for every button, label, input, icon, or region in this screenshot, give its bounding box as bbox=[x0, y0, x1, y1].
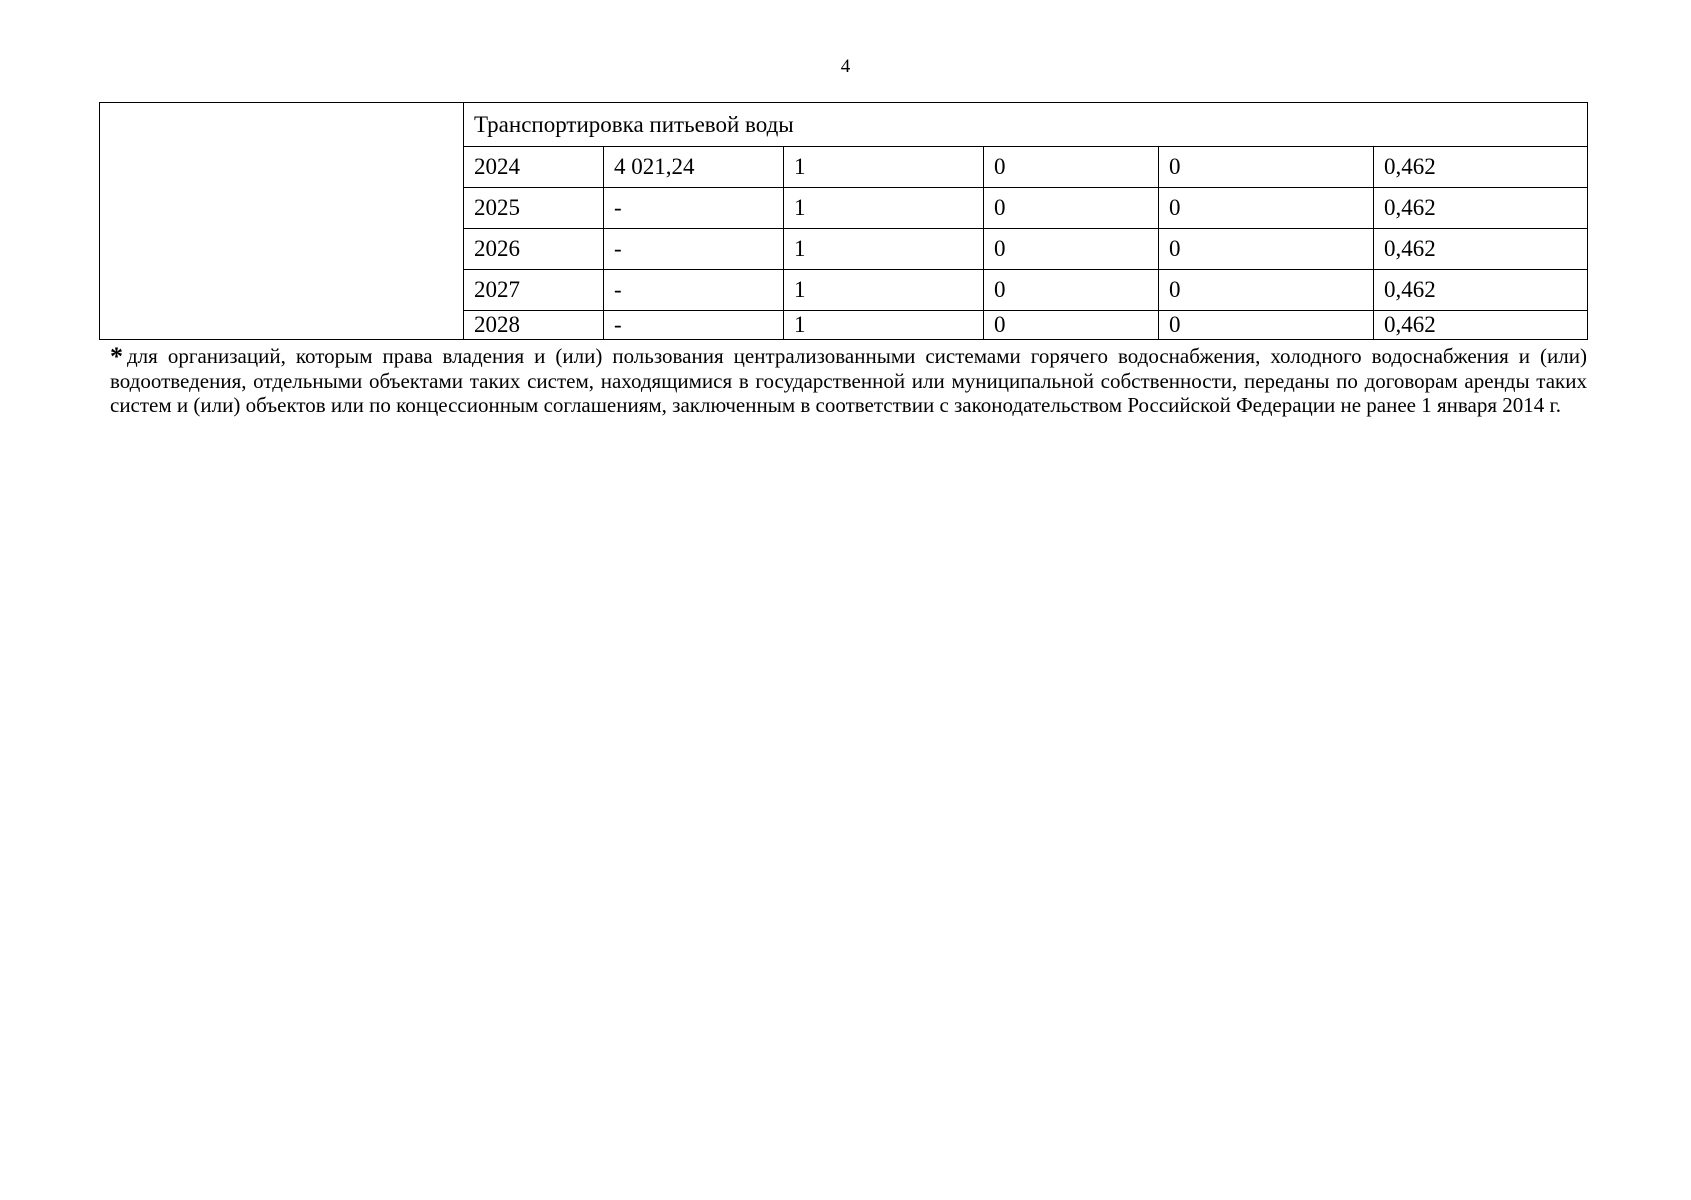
table-cell: 0,462 bbox=[1374, 270, 1588, 311]
footnote bbox=[110, 344, 1587, 417]
table-cell: 0 bbox=[984, 270, 1159, 311]
page-number: 4 bbox=[840, 56, 851, 77]
table-cell: 1 bbox=[784, 270, 984, 311]
table-cell: 0,462 bbox=[1374, 311, 1588, 340]
table-cell: 1 bbox=[784, 147, 984, 188]
table-section-title: Транспортировка питьевой воды bbox=[464, 103, 1588, 147]
table-cell: 0,462 bbox=[1374, 147, 1588, 188]
table-cell: 0 bbox=[1159, 229, 1374, 270]
table-cell: 4 021,24 bbox=[604, 147, 784, 188]
table-cell: 0 bbox=[984, 311, 1159, 340]
table-cell: 1 bbox=[784, 229, 984, 270]
table-cell-year: 2027 bbox=[464, 270, 604, 311]
table-section-row bbox=[100, 103, 1588, 147]
table-cell: 0,462 bbox=[1374, 188, 1588, 229]
table-cell: - bbox=[604, 229, 784, 270]
table-blank-cell bbox=[100, 103, 464, 340]
tariff-table bbox=[99, 102, 1588, 340]
table-cell-year: 2025 bbox=[464, 188, 604, 229]
table-cell: 0 bbox=[984, 229, 1159, 270]
table-cell: 0 bbox=[1159, 147, 1374, 188]
table-cell: 0 bbox=[984, 147, 1159, 188]
footnote-text: для организаций, которым права владения и (или) пользования централизованными системами горячего водоснабжения, холодного водоснабжения и (или) водоотведения, отдельными объектами таких систем, находящимися в государственной или муниципальной собственности, переданы по договорам аренды таких систем и (или) объектов или по концессионным соглашениям, заключенным в соответствии с законодательством Российской Федерации не ранее 1 января 2014 г. bbox=[110, 344, 1587, 417]
table-body bbox=[100, 103, 1588, 340]
table-cell-year: 2026 bbox=[464, 229, 604, 270]
table-cell: 0 bbox=[1159, 188, 1374, 229]
table-cell: 0,462 bbox=[1374, 229, 1588, 270]
table-cell: 0 bbox=[984, 188, 1159, 229]
table-cell: - bbox=[604, 188, 784, 229]
table-cell: 1 bbox=[784, 188, 984, 229]
table-cell-year: 2028 bbox=[464, 311, 604, 340]
footnote-marker: * bbox=[110, 342, 123, 371]
table-cell: 0 bbox=[1159, 270, 1374, 311]
table-cell: - bbox=[604, 270, 784, 311]
table-cell-year: 2024 bbox=[464, 147, 604, 188]
table-cell: 0 bbox=[1159, 311, 1374, 340]
table-cell: 1 bbox=[784, 311, 984, 340]
table-cell: - bbox=[604, 311, 784, 340]
